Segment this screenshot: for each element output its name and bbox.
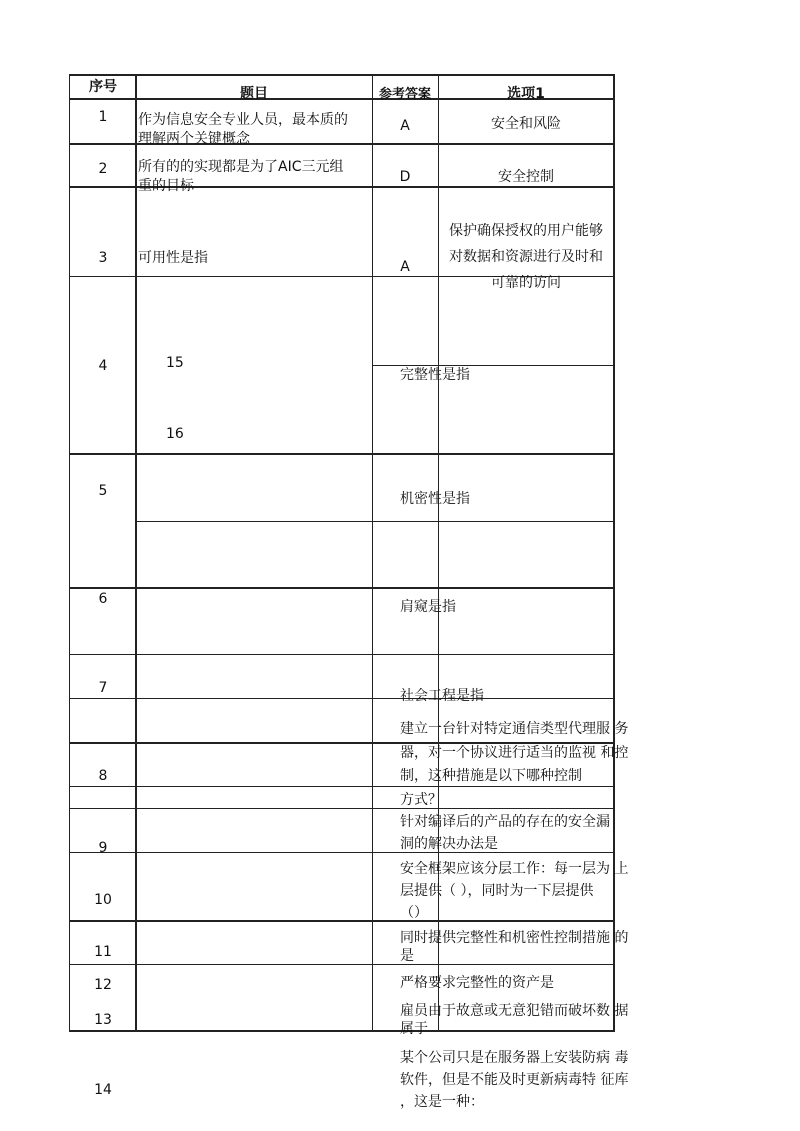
answer-text: A [400,259,410,275]
header-answer: 参考答案 [378,87,431,102]
column-divider [372,74,373,1031]
row-number: 12 [94,977,112,993]
row-divider [136,521,615,522]
option-text: 安全控制 [498,169,554,185]
question-text: 针对编译后的产品的存在的安全漏 洞的解决办法是 [400,814,610,852]
header-question: 题目 [240,86,268,102]
inner-number: 15 [166,355,184,371]
row-number: 5 [98,483,108,499]
question-text: 可用性是指 [138,250,208,266]
question-text: 机密性是指 [400,491,470,507]
row-divider [69,587,615,589]
row-number: 9 [98,840,108,856]
question-text: 完整性是指 [400,367,470,383]
answer-text: D [399,169,411,185]
row-number: 11 [94,944,112,960]
answer-text: A [400,118,410,134]
row-number: 3 [98,250,108,266]
row-number: 8 [98,768,108,784]
header-seq: 序号 [89,79,117,95]
row-number: 13 [94,1012,112,1028]
row-number: 14 [94,1082,112,1098]
row-number: 7 [98,680,108,696]
option-text: 保护确保授权的用户能够 对数据和资源进行及时和 可靠的访问 [449,223,603,291]
row-divider [69,453,615,455]
row-divider [69,74,615,76]
row-number: 4 [98,358,108,374]
question-text: 严格要求完整性的资产是 [400,975,554,991]
option-text: 安全和风险 [491,116,561,132]
row-divider [69,698,615,699]
question-text: 所有的的实现都是为了AIC三元组 重的目标 [138,159,344,194]
row-divider [69,654,615,655]
question-text: 安全框架应该分层工作：每一层为 上 层提供（ ），同时为一下层提供 （） [400,861,629,921]
column-divider [135,74,137,1031]
question-text: 建立一台针对特定通信类型代理服 务 器，对一个协议进行适当的监视 和控 制，这种措施是以下哪种控制 方式？ [400,721,629,808]
question-text: 雇员由于故意或无意犯错而破坏数 据 属于 [400,1003,629,1037]
inner-number: 16 [166,426,184,442]
column-divider [69,74,70,1031]
row-number: 2 [98,161,108,177]
question-text: 作为信息安全专业人员，最本质的 理解两个关键概念 [138,112,348,147]
question-text: 社会工程是指 [400,688,484,704]
question-text: 同时提供完整性和机密性控制措施 的 是 [400,930,629,964]
row-number: 10 [94,892,112,908]
question-text: 某个公司只是在服务器上安装防病 毒 软件，但是不能及时更新病毒特 征库 ，这是一种： [400,1050,629,1110]
header-option1: 选项1 [507,86,545,102]
question-text: 肩窥是指 [400,599,456,615]
row-number: 6 [98,591,108,607]
row-number: 1 [98,109,108,125]
